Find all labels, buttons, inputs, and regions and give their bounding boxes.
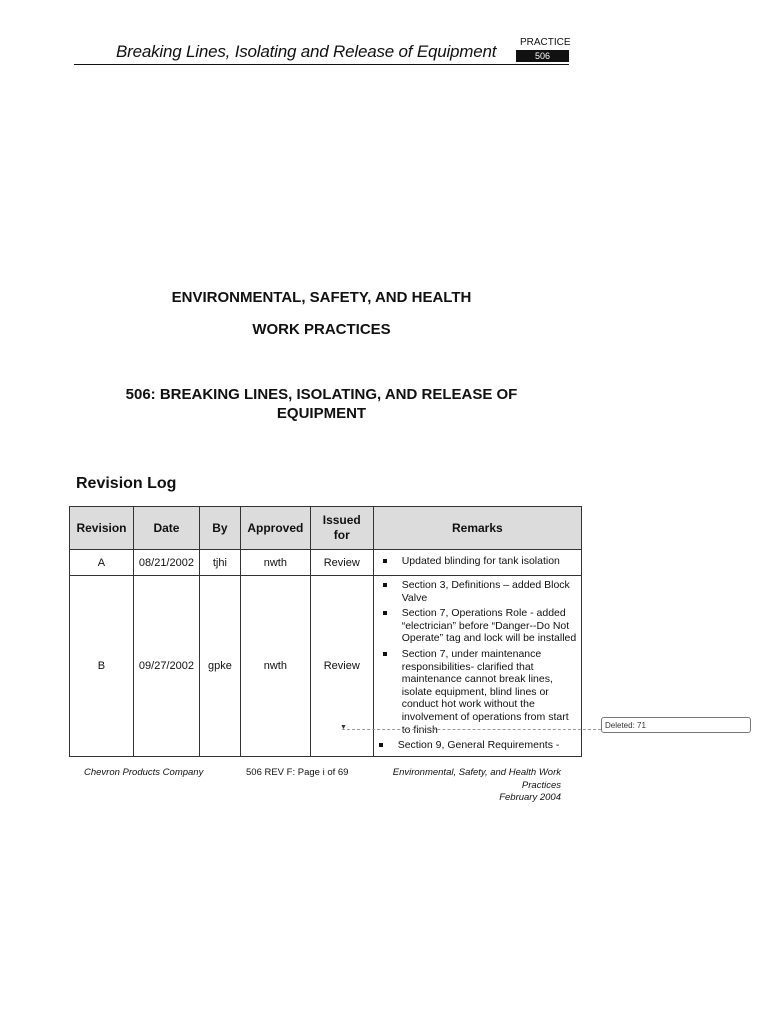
doc-title-line-3: 506: BREAKING LINES, ISOLATING, AND RELEASE OF [125, 386, 518, 403]
doc-title-line-4: EQUIPMENT [276, 405, 367, 422]
doc-title-line-1: ENVIRONMENTAL, SAFETY, AND HEALTH [171, 289, 472, 306]
table-header-row [70, 507, 582, 550]
header-rule [74, 64, 569, 65]
deleted-comment-balloon[interactable]: Deleted: 71 [601, 717, 751, 733]
remark-item: Section 7, under maintenance responsibilities- clarified that maintenance cannot break lines, isolate equipment, blind lines or conduct hot work without the involvement of operations from start to finish [378, 648, 577, 736]
col-header-date: Date [133, 507, 199, 550]
remark-item: Updated blinding for tank isolation [378, 555, 577, 568]
remark-item: Section 3, Definitions – added Block Valve [378, 579, 577, 604]
issued-label: Issued [322, 513, 361, 527]
cell-issued: Review [310, 550, 373, 576]
revision-log-table [69, 506, 582, 757]
remark-item: Section 9, General Requirements - [374, 739, 581, 752]
col-header-remarks: Remarks [373, 507, 581, 550]
footer-page-number: 506 REV F: Page i of 69 [246, 767, 349, 778]
cell-by: tjhi [199, 550, 240, 576]
cell-approved: nwth [240, 576, 310, 757]
for-label: for [333, 528, 350, 542]
comment-connector-line [342, 729, 601, 730]
cell-remarks [373, 550, 581, 576]
doc-title-line-2: WORK PRACTICES [252, 321, 391, 338]
revision-log-heading: Revision Log [76, 475, 177, 492]
col-header-approved: Approved [240, 507, 310, 550]
table-row [70, 550, 582, 576]
practice-number-badge: 506 [516, 50, 569, 62]
cell-issued: Review [310, 576, 373, 757]
cell-revision: B [70, 576, 134, 757]
cell-by: gpke [199, 576, 240, 757]
col-header-revision: Revision [70, 507, 134, 550]
running-header-title: Breaking Lines, Isolating and Release of Equipment [116, 42, 497, 61]
comment-anchor-icon[interactable]: ▼ [340, 724, 347, 731]
footer-company: Chevron Products Company [84, 767, 204, 778]
footer-doc-info [370, 767, 561, 805]
practice-label: PRACTICE [520, 37, 571, 48]
remark-item: Section 7, Operations Role - added “electrician” before “Danger--Do Not Operate” tag and lock will be installed [378, 607, 577, 645]
col-header-by: By [199, 507, 240, 550]
footer-doc-title: Environmental, Safety, and Health Work Practices [392, 767, 561, 791]
cell-date: 08/21/2002 [133, 550, 199, 576]
cell-date: 09/27/2002 [133, 576, 199, 757]
cell-approved: nwth [240, 550, 310, 576]
cell-revision: A [70, 550, 134, 576]
col-header-issued-for [310, 507, 373, 550]
footer-doc-date: February 2004 [499, 792, 561, 803]
